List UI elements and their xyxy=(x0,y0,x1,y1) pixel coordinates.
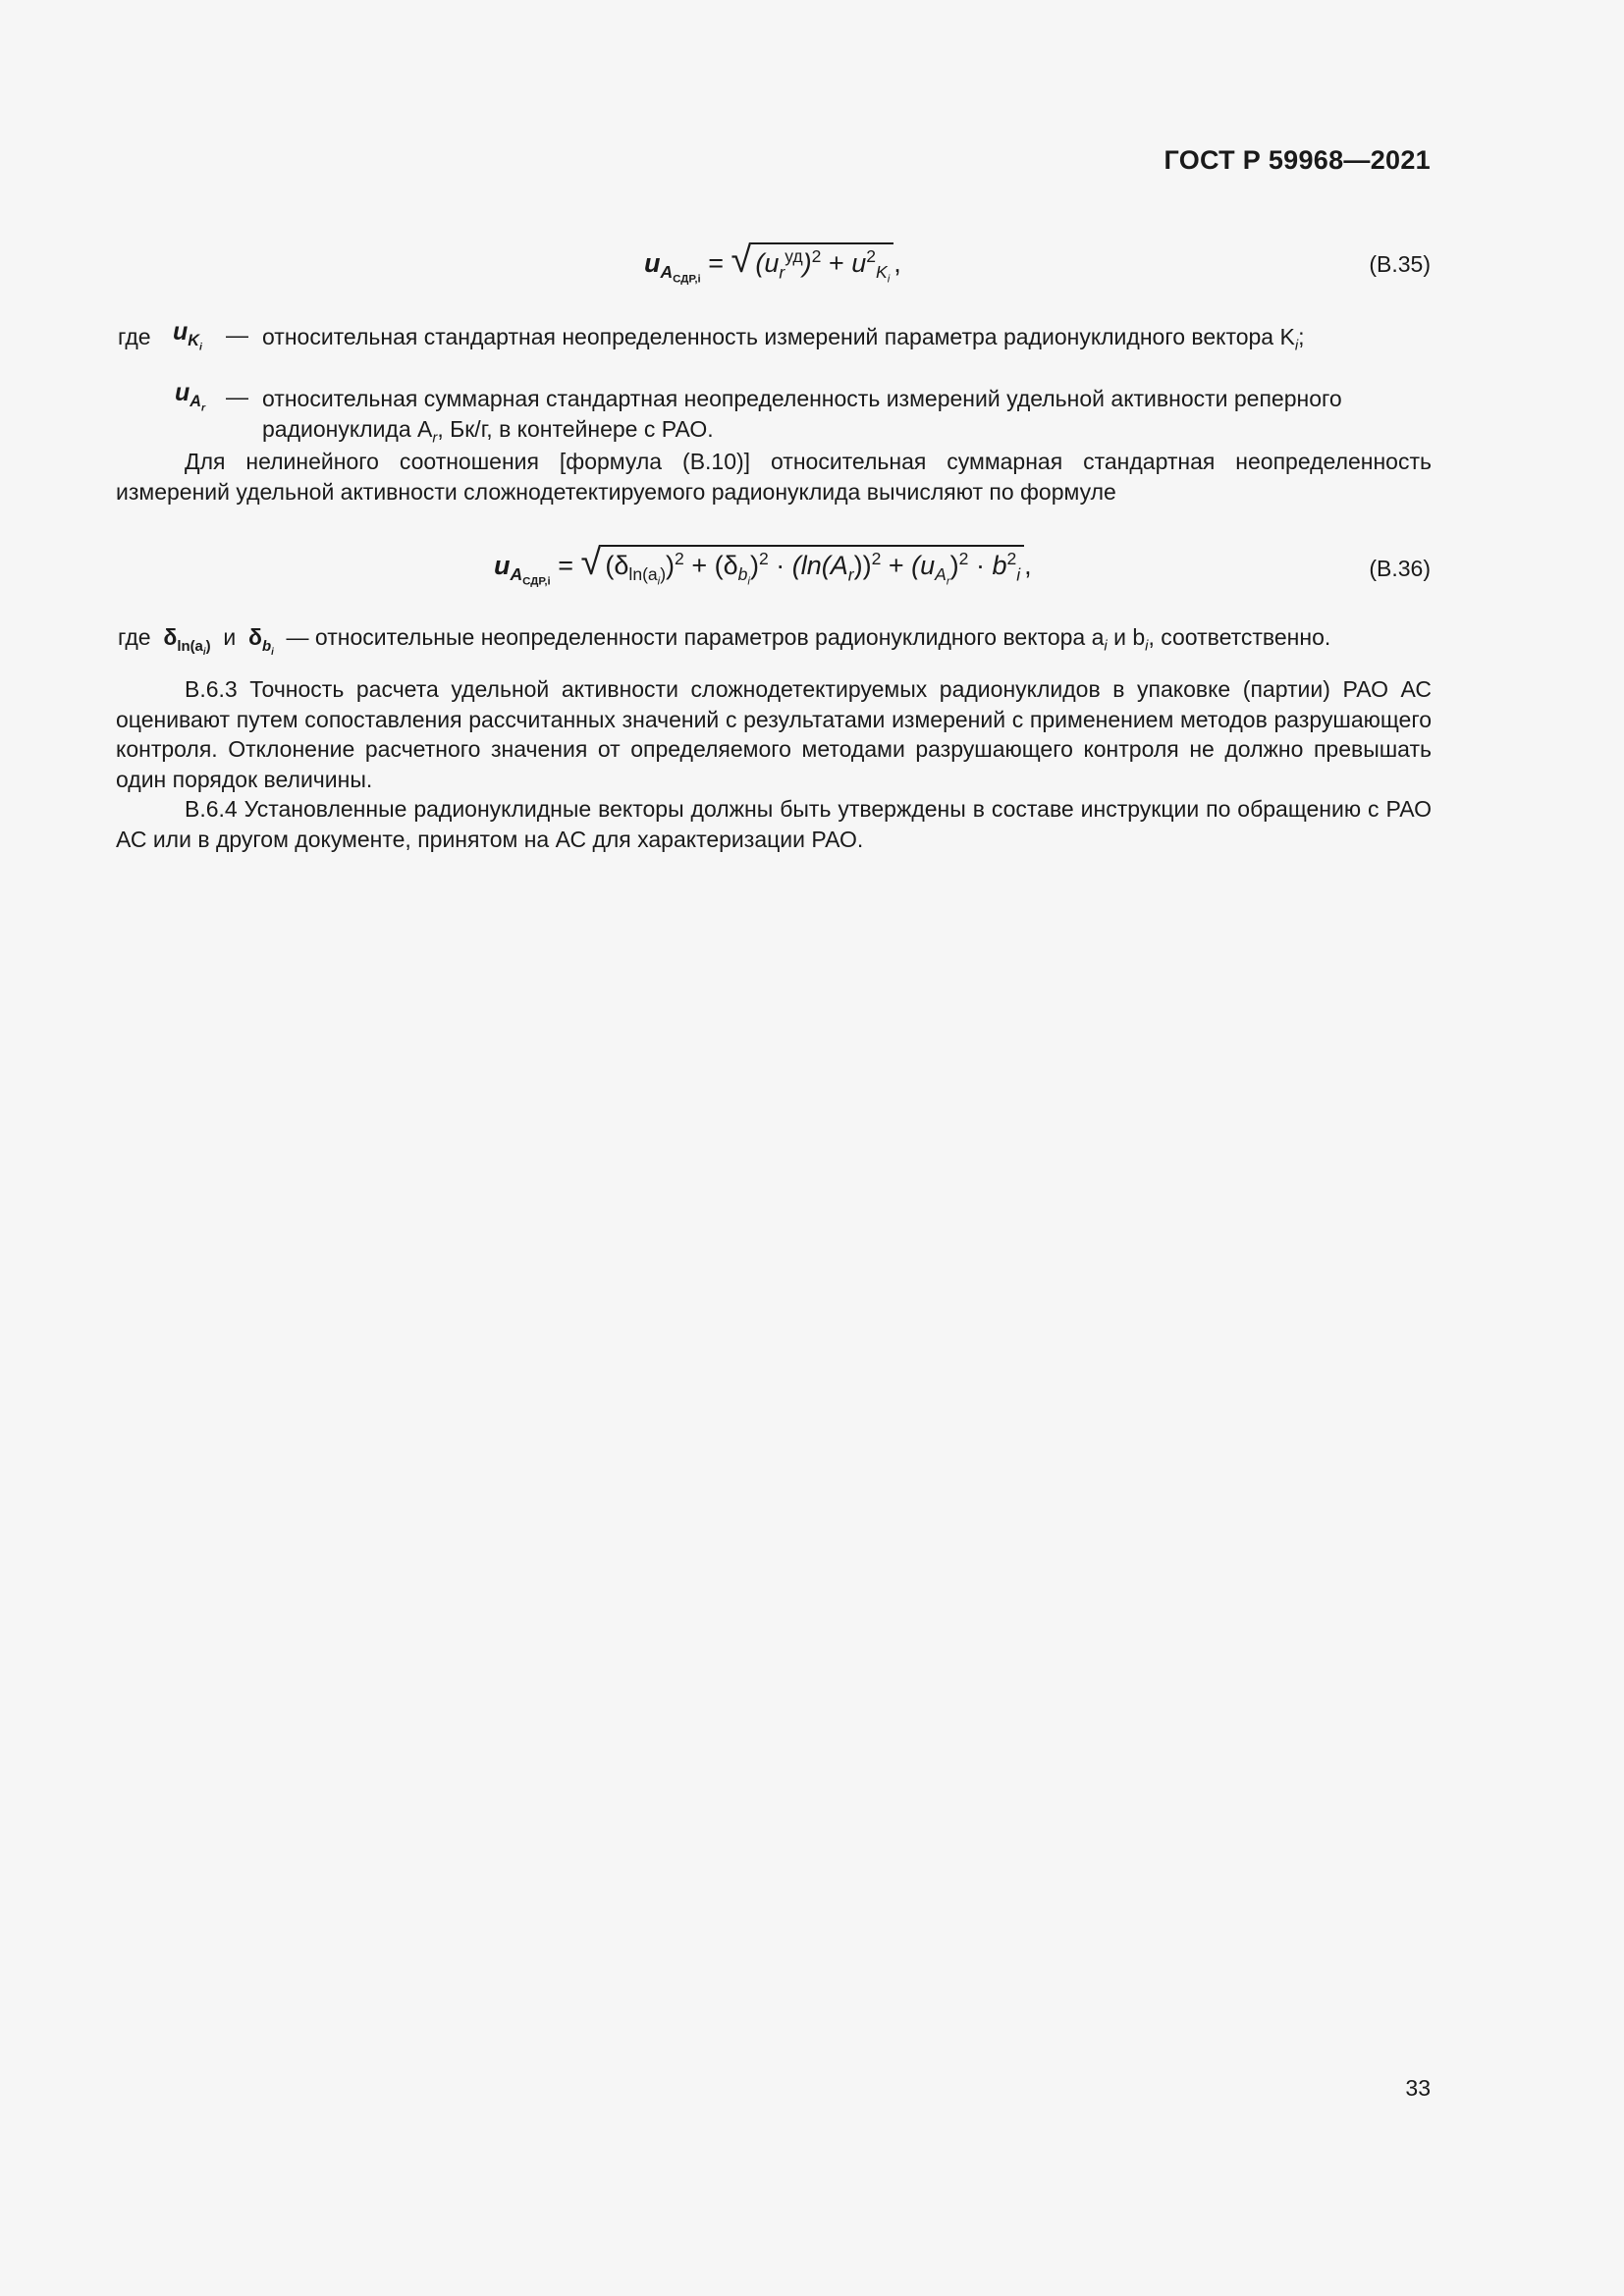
paragraph-intro-b36: Для нелинейного соотношения [формула (В.10)] относительная суммарная стандартная неопределенность измерений удельной активности сложнодетектируемого радионуклида вычисляют по формуле xyxy=(116,449,1432,505)
formula-b35: $u_{A_{СДР,i}}$ = √ $(u_r^{уд})^2 + u^2_{K_i}$, xyxy=(644,240,901,286)
where-lead-1: где xyxy=(118,324,151,349)
standard-header: ГОСТ Р 59968—2021 xyxy=(1164,145,1431,175)
where-desc-2: относительная суммарная стандартная неопределенность измерений удельной активности реперного радионуклида $A_r$, Бк/г, в контейнере с РАО. xyxy=(262,386,1342,447)
equation-number-b36: (В.36) xyxy=(1369,556,1431,581)
where-line-3: где $\delta_{ln(a_i)}$ и $\delta_{b_i}$ — относительные неопределенности параметров радионуклидного вектора $a_i$ и $b_i$, соответственно. xyxy=(118,624,1331,658)
paragraph-b-6-3: В.6.3 Точность расчета удельной активности сложнодетектируемых радионуклидов в упаковке (партии) РАО АС оценивают путем сопоставления рассчитанных значений с результатами измерений с применением методов разрушающего контроля. Отклонение расчетного значения от определяемого методами разрушающего контроля не должно превышать один порядок величины. xyxy=(116,676,1432,792)
equation-number-b35: (В.35) xyxy=(1369,251,1431,277)
where-desc-1: относительная стандартная неопределенность измерений параметра радионуклидного вектора $K_i$; xyxy=(262,324,1305,354)
symbol-u-ar: $u_{A_r}$ xyxy=(175,379,206,414)
dash-2: — xyxy=(226,384,248,409)
symbol-u-ki: $u_{K_i}$ xyxy=(173,318,202,353)
formula-b36: $u_{A_{СДР,i}}$ = √ $(\delta_{ln(a_i)})^2 + (\delta_{b_i})^2 \cdot (\ln(A_r))^2 + (u_{A_r})^2 \cdot b^2_i$ , xyxy=(494,542,1032,588)
dash-1: — xyxy=(226,322,248,347)
paragraph-b-6-4: В.6.4 Установленные радионуклидные векторы должны быть утверждены в составе инструкции по обращению с РАО АС или в другом документе, принятом на АС для характеризации РАО. xyxy=(116,796,1432,852)
page-number: 33 xyxy=(1405,2075,1431,2101)
